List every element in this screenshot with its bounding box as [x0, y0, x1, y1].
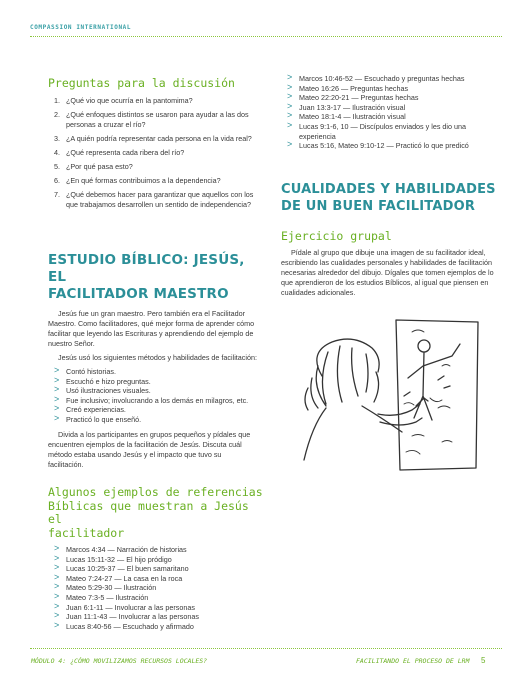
- arrow-icon: >: [287, 119, 293, 130]
- list-item: > Mateo 22:20-21 — Preguntas hechas: [287, 91, 419, 103]
- page-number: 5: [481, 656, 486, 665]
- arrow-icon: >: [54, 393, 60, 404]
- list-item: > Mateo 16:26 — Preguntas hechas: [287, 81, 409, 93]
- arrow-icon: >: [287, 100, 293, 111]
- arrow-icon: >: [54, 581, 60, 592]
- arrow-icon: >: [287, 91, 293, 102]
- list-item: > Escuchó e hizo preguntas.: [54, 374, 151, 386]
- arrow-icon: >: [287, 81, 293, 92]
- arrow-icon: >: [287, 110, 293, 121]
- drawn-figure-body: [408, 344, 460, 420]
- arrow-icon: >: [54, 619, 60, 630]
- arrow-icon: >: [54, 374, 60, 385]
- discussion-title: Preguntas para la discusión: [48, 76, 235, 90]
- flipchart-board: [396, 320, 478, 470]
- arrow-icon: >: [54, 590, 60, 601]
- exercise-paragraph: Pídale al grupo que dibuje una imagen de su facilitador ideal, escribiendo las cualidades personales y habilidades de facilitación necesarias alrededor del dibujo. Dígales que tomen ejemplos de lo que aprendieron de los estudios Bíblicos, al igual que piensen en cualidades adicionales.: [281, 248, 494, 297]
- drawn-figure-head: [418, 340, 430, 352]
- list-item: > Creó experiencias.: [54, 403, 126, 415]
- references-section-right: [287, 74, 495, 151]
- list-item: > Marcos 10:46-52 — Escuchado y preguntas hechas: [287, 72, 465, 83]
- study-paragraph-1: Jesús fue un gran maestro. Pero también era el Facilitador Maestro. Como facilitadores, qué mejor forma de aprender cómo facilitar que leyendo las Escrituras y aprendiendo del ejemplo de nuestro Señor.: [48, 309, 255, 348]
- list-item: 5. ¿Por qué pasa esto?: [54, 162, 133, 171]
- exercise-title: Ejercicio grupal: [281, 229, 392, 243]
- footer-section-title: FACILITANDO EL PROCESO DE LRM: [356, 657, 470, 665]
- study-paragraph-2: Jesús usó los siguientes métodos y habilidades de facilitación:: [58, 353, 257, 362]
- discussion-questions: [48, 96, 254, 210]
- references-title: Algunos ejemplos de referencias Bíblicas que muestran a Jesús el facilitador: [48, 485, 263, 540]
- study-paragraph-3: Divida a los participantes en grupos pequeños y pídales que encuentren ejemplos de la facilitación de Jesús. Discuta cuál método estaba usando Jesús y el impacto que tuvo su facilitación.: [48, 429, 251, 469]
- arrow-icon: >: [54, 562, 60, 573]
- facilitator-sketch: [292, 318, 482, 476]
- list-item: > Mateo 7:3-5 — Ilustración: [54, 590, 149, 602]
- list-item: 3. ¿A quién podría representar cada persona en la vida real?: [54, 134, 252, 143]
- arrow-icon: >: [54, 365, 60, 375]
- list-item: > Fue inclusivo; involucrando a los demás en milagros, etc.: [54, 393, 249, 405]
- list-item: > Lucas 9:1-6, 10 — Discípulos enviados y les dio una experiencia: [287, 119, 467, 141]
- arrow-icon: >: [54, 412, 60, 423]
- methods-list: [48, 367, 258, 425]
- list-item: > Usó ilustraciones visuales.: [54, 384, 151, 396]
- arrow-icon: >: [54, 403, 60, 414]
- list-item: 1. ¿Qué vio que ocurría en la pantomima?: [54, 96, 193, 105]
- list-item: > Juan 11:1-43 — Involucrar a las personas: [54, 610, 199, 622]
- list-item: 6. ¿En qué formas contribuimos a la dependencia?: [54, 176, 221, 185]
- bible-study-section: [48, 252, 258, 470]
- references-section: [48, 486, 263, 631]
- list-item: 7. ¿Qué debemos hacer para garantizar que aquellos con los que trabajamos desarrollen un sentido de independencia?: [54, 190, 254, 209]
- bottom-dotted-rule: [30, 648, 502, 649]
- list-item: > Lucas 8:40-56 — Escuchado y afirmado: [54, 619, 194, 631]
- list-item: > Lucas 5:16, Mateo 9:10-12 — Practicó lo que predicó: [287, 139, 469, 151]
- list-item: > Mateo 18:1-4 — Ilustración visual: [287, 110, 406, 122]
- qualities-section: [281, 181, 496, 298]
- list-item: > Practicó lo que enseñó.: [54, 412, 142, 424]
- arrow-icon: >: [54, 600, 60, 611]
- arrow-icon: >: [54, 571, 60, 582]
- discussion-section: [48, 76, 254, 214]
- arrow-icon: >: [54, 384, 60, 395]
- list-item: > Juan 6:1-11 — Involucrar a las personas: [54, 600, 195, 612]
- arrow-icon: >: [287, 139, 293, 150]
- top-dotted-rule: [30, 36, 502, 37]
- list-item: > Mateo 5:29-30 — Ilustración: [54, 581, 157, 593]
- list-item: 2. ¿Qué enfoques distintos se usaron para ayudar a las dos personas a cruzar el río?: [54, 110, 249, 129]
- list-item: > Juan 13:3-17 — Ilustración visual: [287, 100, 406, 112]
- list-item: > Marcos 4:34 — Narración de historias: [54, 543, 187, 554]
- references-list-right: [287, 74, 495, 151]
- person-shoulders: [304, 406, 402, 460]
- arrow-icon: >: [287, 72, 293, 82]
- list-item: > Lucas 10:25-37 — El buen samaritano: [54, 562, 189, 574]
- arrow-icon: >: [54, 610, 60, 621]
- bible-study-title: ESTUDIO BÍBLICO: JESÚS, EL FACILITADOR MAESTRO: [48, 252, 245, 302]
- references-list-left: [48, 545, 263, 631]
- qualities-title: CUALIDADES Y HABILIDADES DE UN BUEN FACILITADOR: [281, 182, 496, 214]
- arrow-icon: >: [54, 552, 60, 563]
- org-header: COMPASSION INTERNATIONAL: [30, 24, 132, 31]
- list-item: > Lucas 15:11-32 — El hijo pródigo: [54, 552, 172, 564]
- arrow-icon: >: [54, 543, 60, 553]
- list-item: > Contó historias.: [54, 365, 116, 376]
- footer-module-title: MÓDULO 4: ¿CÓMO MOVILIZAMOS RECURSOS LOCALES?: [31, 657, 208, 665]
- list-item: > Mateo 7:24-27 — La casa en la roca: [54, 571, 183, 583]
- list-item: 4. ¿Qué representa cada ribera del río?: [54, 148, 185, 157]
